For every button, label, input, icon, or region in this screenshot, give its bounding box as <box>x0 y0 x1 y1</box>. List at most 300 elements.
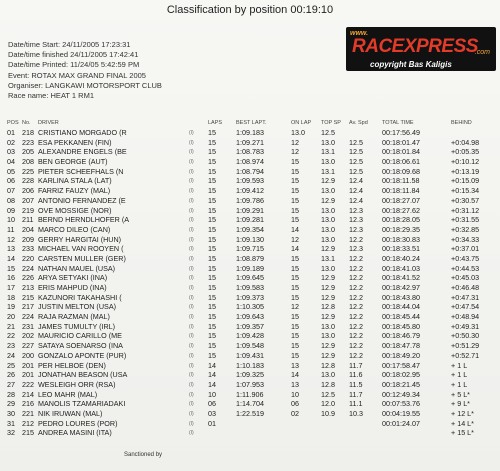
row-pos: 07 <box>7 186 15 196</box>
table-row <box>0 167 500 177</box>
row-pos: 11 <box>7 224 15 234</box>
row-number: 208 <box>22 157 34 167</box>
row-number: 233 <box>22 244 34 254</box>
row-number: 212 <box>22 418 34 428</box>
row-number: 200 <box>22 350 34 360</box>
row-marker: (I) <box>189 255 194 262</box>
row-number: 220 <box>22 253 34 263</box>
row-laps: 15 <box>208 128 216 137</box>
row-marker: (I) <box>189 294 194 301</box>
row-on-lap: 13 <box>291 379 299 389</box>
row-total-time: 00:18:41.03 <box>382 263 420 273</box>
row-laps: 15 <box>208 331 216 341</box>
row-on-lap: 12 <box>291 302 299 312</box>
row-pos: 25 <box>7 360 15 370</box>
row-number: 226 <box>22 273 34 283</box>
table-row <box>0 254 500 264</box>
row-number: 206 <box>22 186 34 196</box>
row-total-time: 00:18:27.07 <box>382 195 420 205</box>
row-driver: KAZUNORI TAKAHASHI ( <box>38 292 122 302</box>
row-marker: (I) <box>189 304 194 311</box>
row-pos: 10 <box>7 215 15 225</box>
row-avg-speed: 12.2 <box>349 302 363 312</box>
row-behind: +0:50.30 <box>451 331 480 341</box>
row-total-time: 00:18:27.62 <box>382 205 420 215</box>
row-top-speed: 13.0 <box>321 224 335 234</box>
row-avg-speed: 12.3 <box>349 224 363 234</box>
row-total-time: 00:12:49.34 <box>382 389 420 399</box>
row-marker: (I) <box>189 159 194 166</box>
row-laps: 06 <box>208 399 216 409</box>
col-top-speed: TOP SP <box>321 120 341 126</box>
row-avg-speed: 12.2 <box>349 350 363 360</box>
row-pos: 01 <box>7 128 15 137</box>
row-behind: + 9 L* <box>451 399 470 409</box>
row-laps: 15 <box>208 253 216 263</box>
row-laps: 15 <box>208 176 216 186</box>
row-total-time: 00:18:11.58 <box>382 176 420 186</box>
row-avg-speed: 12.2 <box>349 341 363 351</box>
row-on-lap: 15 <box>291 331 299 341</box>
col-driver: DRIVER <box>38 120 59 126</box>
row-total-time: 00:18:40.24 <box>382 253 420 263</box>
row-on-lap: 06 <box>291 399 299 409</box>
meta-printed: Date/time Printed: 11/24/05 5:42:59 PM <box>8 60 140 70</box>
row-marker: (I) <box>189 207 194 214</box>
table-row <box>0 186 500 196</box>
table-row <box>0 244 500 254</box>
row-marker: (I) <box>189 178 194 185</box>
col-no: No. <box>22 120 31 126</box>
row-behind: + 1 L <box>451 360 468 370</box>
banner-brand: RACEXPRESS <box>352 36 478 57</box>
table-row <box>0 128 500 138</box>
table-row <box>0 235 500 245</box>
row-marker: (I) <box>189 401 194 408</box>
row-pos: 17 <box>7 283 15 292</box>
row-laps: 15 <box>208 157 216 167</box>
row-driver: ANTONIO FERNANDEZ (E <box>38 195 126 205</box>
row-number: 201 <box>22 370 34 380</box>
row-total-time: 00:17:58.47 <box>382 360 420 370</box>
row-marker: (I) <box>189 420 194 427</box>
row-laps: 01 <box>208 418 216 428</box>
row-pos: 27 <box>7 379 15 389</box>
row-driver: ALEXANDRE ENGELS (BE <box>38 147 127 157</box>
row-total-time: 00:18:33.51 <box>382 244 420 254</box>
row-total-time: 00:18:43.80 <box>382 292 420 302</box>
row-total-time: 00:18:01.47 <box>382 137 420 147</box>
row-behind: +0:32.85 <box>451 224 480 234</box>
row-on-lap: 15 <box>291 292 299 302</box>
row-laps: 14 <box>208 379 216 389</box>
row-driver: GERRY HARGITAI (HUN) <box>38 234 122 244</box>
row-pos: 31 <box>7 418 15 428</box>
row-pos: 18 <box>7 292 15 302</box>
row-laps: 15 <box>208 234 216 244</box>
row-pos: 32 <box>7 428 15 438</box>
footer-sponsors <box>0 452 500 471</box>
row-laps: 10 <box>208 389 216 399</box>
row-total-time: 00:18:09.68 <box>382 166 420 176</box>
racexpress-watermark <box>346 27 496 71</box>
row-behind: +0:47.31 <box>451 292 480 302</box>
row-top-speed: 12.9 <box>321 350 335 360</box>
row-on-lap: 14 <box>291 224 299 234</box>
row-number: 217 <box>22 302 34 312</box>
row-avg-speed: 12.5 <box>349 157 363 167</box>
row-driver: BEN GEORGE (AUT) <box>38 157 108 167</box>
row-top-speed: 12.9 <box>321 176 335 186</box>
row-pos: 30 <box>7 408 15 418</box>
row-number: 202 <box>22 331 34 341</box>
row-marker: (I) <box>189 217 194 224</box>
row-best-lap: 1:09.428 <box>236 331 264 341</box>
row-total-time: 00:17:56.49 <box>382 128 420 137</box>
row-best-lap: 1:09.291 <box>236 205 264 215</box>
row-total-time: 00:04:19.55 <box>382 408 420 418</box>
row-behind: +0:04.98 <box>451 137 480 147</box>
row-behind: +0:52.71 <box>451 350 480 360</box>
table-row <box>0 176 500 186</box>
row-best-lap: 1:09.593 <box>236 176 264 186</box>
table-row <box>0 380 500 390</box>
row-driver: MAURICIO CARILLO (ME <box>38 331 122 341</box>
row-total-time: 00:07:53.76 <box>382 399 420 409</box>
table-row <box>0 370 500 380</box>
row-top-speed: 13.0 <box>321 321 335 331</box>
row-pos: 16 <box>7 273 15 283</box>
row-behind: +0:30.57 <box>451 195 480 205</box>
row-top-speed: 12.8 <box>321 302 335 312</box>
row-driver: CRISTIANO MORGADO (R <box>38 128 127 137</box>
row-laps: 15 <box>208 302 216 312</box>
row-total-time: 00:18:45.44 <box>382 312 420 322</box>
row-behind: +0:44.53 <box>451 263 480 273</box>
row-top-speed: 12.9 <box>321 283 335 292</box>
row-avg-speed: 12.3 <box>349 205 363 215</box>
row-marker: (I) <box>189 381 194 388</box>
table-header <box>0 118 500 128</box>
row-avg-speed: 12.4 <box>349 186 363 196</box>
row-total-time: 00:18:42.97 <box>382 283 420 292</box>
row-best-lap: 1:09.412 <box>236 186 264 196</box>
table-row <box>0 264 500 274</box>
row-driver: GONZALO APONTE (PUR) <box>38 350 127 360</box>
row-driver: CARSTEN MULLER (GER) <box>38 253 126 263</box>
row-laps: 15 <box>208 263 216 273</box>
row-laps: 15 <box>208 321 216 331</box>
row-marker: (I) <box>189 362 194 369</box>
row-pos: 13 <box>7 244 15 254</box>
row-marker: (I) <box>189 168 194 175</box>
row-top-speed: 12.5 <box>321 389 335 399</box>
row-avg-speed: 11.6 <box>349 370 363 380</box>
row-top-speed: 12.5 <box>321 128 335 137</box>
row-marker: (I) <box>189 139 194 146</box>
row-marker: (I) <box>189 130 194 136</box>
row-driver: ERIS MAHPUD (INA) <box>38 283 107 292</box>
row-on-lap: 12 <box>291 234 299 244</box>
results-table <box>0 128 500 438</box>
row-best-lap: 1:09.281 <box>236 215 264 225</box>
row-laps: 15 <box>208 186 216 196</box>
row-pos: 23 <box>7 341 15 351</box>
row-best-lap: 1:11.906 <box>236 389 264 399</box>
row-laps: 15 <box>208 273 216 283</box>
row-on-lap: 15 <box>291 312 299 322</box>
row-driver: KARLINA STALA (LAT) <box>38 176 112 186</box>
row-top-speed: 13.0 <box>321 215 335 225</box>
row-avg-speed: 12.2 <box>349 234 363 244</box>
row-marker: (I) <box>189 226 194 233</box>
row-laps: 03 <box>208 408 216 418</box>
row-on-lap: 15 <box>291 176 299 186</box>
row-top-speed: 12.9 <box>321 273 335 283</box>
row-top-speed: 13.0 <box>321 186 335 196</box>
row-best-lap: 1:09.130 <box>236 234 264 244</box>
row-on-lap: 15 <box>291 273 299 283</box>
row-top-speed: 13.1 <box>321 253 335 263</box>
row-on-lap: 15 <box>291 253 299 263</box>
col-on-lap: ON LAP <box>291 120 312 126</box>
meta-organiser: Organiser: LANGKAWI MOTORSPORT CLUB <box>8 80 162 90</box>
row-avg-speed: 12.5 <box>349 137 363 147</box>
row-driver: JAMES TUMULTY (IRL) <box>38 321 116 331</box>
row-avg-speed: 12.2 <box>349 253 363 263</box>
row-pos: 12 <box>7 234 15 244</box>
row-pos: 06 <box>7 176 15 186</box>
row-avg-speed: 12.3 <box>349 244 363 254</box>
row-total-time: 00:18:29.35 <box>382 224 420 234</box>
table-row <box>0 283 500 293</box>
row-top-speed: 13.0 <box>321 205 335 215</box>
table-row <box>0 428 500 438</box>
row-total-time: 00:01:24.07 <box>382 418 420 428</box>
row-on-lap: 15 <box>291 195 299 205</box>
row-number: 214 <box>22 389 34 399</box>
row-on-lap: 15 <box>291 341 299 351</box>
row-top-speed: 12.9 <box>321 341 335 351</box>
row-laps: 14 <box>208 370 216 380</box>
row-top-speed: 12.9 <box>321 312 335 322</box>
table-row <box>0 147 500 157</box>
row-best-lap: 1:09.357 <box>236 321 264 331</box>
row-avg-speed: 12.2 <box>349 283 363 292</box>
row-top-speed: 13.1 <box>321 166 335 176</box>
row-pos: 14 <box>7 253 15 263</box>
row-number: 216 <box>22 399 34 409</box>
row-marker: (I) <box>189 391 194 398</box>
row-avg-speed: 12.4 <box>349 195 363 205</box>
row-on-lap: 12 <box>291 147 299 157</box>
row-laps: 15 <box>208 166 216 176</box>
col-total-time: TOTAL TIME <box>382 120 414 126</box>
table-row <box>0 399 500 409</box>
row-best-lap: 1:09.373 <box>236 292 264 302</box>
row-top-speed: 12.0 <box>321 399 335 409</box>
row-marker: (I) <box>189 285 194 291</box>
row-top-speed: 12.9 <box>321 292 335 302</box>
row-marker: (I) <box>189 314 194 321</box>
row-best-lap: 1:09.548 <box>236 341 264 351</box>
row-pos: 02 <box>7 137 15 147</box>
row-on-lap: 12 <box>291 137 299 147</box>
table-row <box>0 419 500 429</box>
row-behind: +0:13.19 <box>451 166 480 176</box>
row-behind: +0:48.94 <box>451 312 480 322</box>
row-on-lap: 10 <box>291 389 299 399</box>
row-number: 207 <box>22 195 34 205</box>
row-on-lap: 15 <box>291 283 299 292</box>
row-on-lap: 15 <box>291 166 299 176</box>
row-best-lap: 1:08.974 <box>236 157 264 167</box>
row-marker: (I) <box>189 236 194 243</box>
row-total-time: 00:18:06.61 <box>382 157 420 167</box>
row-behind: +0:15.09 <box>451 176 480 186</box>
row-number: 215 <box>22 428 34 438</box>
row-on-lap: 15 <box>291 350 299 360</box>
row-pos: 21 <box>7 321 15 331</box>
col-pos: POS <box>7 120 19 126</box>
row-best-lap: 1:09.715 <box>236 244 264 254</box>
row-on-lap: 02 <box>291 408 299 418</box>
row-laps: 15 <box>208 147 216 157</box>
table-row <box>0 341 500 351</box>
row-total-time: 00:18:02.95 <box>382 370 420 380</box>
row-marker: (I) <box>189 323 194 330</box>
table-row <box>0 157 500 167</box>
row-best-lap: 1:08.783 <box>236 147 264 157</box>
row-total-time: 00:18:49.20 <box>382 350 420 360</box>
row-total-time: 00:18:45.80 <box>382 321 420 331</box>
row-number: 227 <box>22 341 34 351</box>
row-pos: 08 <box>7 195 15 205</box>
row-marker: (I) <box>189 275 194 282</box>
row-best-lap: 1:10.305 <box>236 302 264 312</box>
row-avg-speed: 11.1 <box>349 399 363 409</box>
row-number: 223 <box>22 137 34 147</box>
row-top-speed: 13.0 <box>321 137 335 147</box>
row-avg-speed: 12.2 <box>349 312 363 322</box>
row-top-speed: 12.8 <box>321 360 335 370</box>
row-behind: + 1 L <box>451 370 468 380</box>
table-row <box>0 390 500 400</box>
row-best-lap: 1:09.786 <box>236 195 264 205</box>
row-total-time: 00:18:11.84 <box>382 186 420 196</box>
meta-race-name: Race name: HEAT 1 RM1 <box>8 91 95 101</box>
row-number: 224 <box>22 263 34 273</box>
row-best-lap: 1:09.189 <box>236 263 264 273</box>
col-best-lap: BEST LAPT. <box>236 120 267 126</box>
table-row <box>0 322 500 332</box>
row-driver: SATAYA SOENARSO (INA <box>38 341 123 351</box>
row-driver: ARYA SETYAKI (INA) <box>38 273 108 283</box>
row-top-speed: 13.1 <box>321 147 335 157</box>
col-behind: BEHIND <box>451 120 472 126</box>
row-top-speed: 12.9 <box>321 244 335 254</box>
row-behind: + 14 L* <box>451 418 474 428</box>
row-pos: 22 <box>7 331 15 341</box>
row-behind: +0:46.48 <box>451 283 480 292</box>
table-row <box>0 409 500 419</box>
row-behind: +0:45.03 <box>451 273 480 283</box>
row-laps: 15 <box>208 283 216 292</box>
row-total-time: 00:18:01.84 <box>382 147 420 157</box>
sanctioned-label: Sanctioned by <box>124 452 163 458</box>
table-row <box>0 293 500 303</box>
row-driver: ANDREA MASINI (ITA) <box>38 428 112 438</box>
col-avg-speed: Av. Spd <box>349 120 368 126</box>
row-total-time: 00:18:21.45 <box>382 379 420 389</box>
row-best-lap: 1:09.431 <box>236 350 264 360</box>
row-best-lap: 1:09.183 <box>236 128 264 137</box>
row-driver: WESLEIGH ORR (RSA) <box>38 379 116 389</box>
row-top-speed: 13.0 <box>321 234 335 244</box>
row-avg-speed: 12.2 <box>349 263 363 273</box>
row-best-lap: 1:07.953 <box>236 379 264 389</box>
row-driver: BERND HERNDLHOFER (A <box>38 215 130 225</box>
row-avg-speed: 12.2 <box>349 292 363 302</box>
row-best-lap: 1:09.354 <box>236 224 264 234</box>
row-marker: (I) <box>189 246 194 253</box>
row-pos: 20 <box>7 312 15 322</box>
row-number: 204 <box>22 224 34 234</box>
row-avg-speed: 12.2 <box>349 331 363 341</box>
banner-credit: copyright Bas Kaligis <box>370 60 452 69</box>
row-total-time: 00:18:30.83 <box>382 234 420 244</box>
row-driver: NIK IRUWAN (MAL) <box>38 408 103 418</box>
row-behind: +0:43.75 <box>451 253 480 263</box>
row-laps: 15 <box>208 195 216 205</box>
row-number: 201 <box>22 360 34 370</box>
row-on-lap: 15 <box>291 215 299 225</box>
row-behind: +0:31.12 <box>451 205 480 215</box>
row-laps: 15 <box>208 137 216 147</box>
row-marker: (I) <box>189 430 194 437</box>
row-behind: +0:34.33 <box>451 234 480 244</box>
row-laps: 15 <box>208 224 216 234</box>
row-best-lap: 1:09.325 <box>236 370 264 380</box>
row-avg-speed: 12.2 <box>349 273 363 283</box>
row-driver: OVE MOSSIGE (NOR) <box>38 205 112 215</box>
row-on-lap: 14 <box>291 370 299 380</box>
row-best-lap: 1:09.271 <box>236 137 264 147</box>
row-number: 219 <box>22 205 34 215</box>
row-driver: RAJA RAZMAN (MAL) <box>38 312 110 322</box>
row-behind: +0:05.35 <box>451 147 480 157</box>
row-avg-speed: 11.7 <box>349 389 363 399</box>
row-number: 211 <box>22 215 34 225</box>
table-row <box>0 331 500 341</box>
row-driver: JONATHAN BEASON (USA <box>38 370 128 380</box>
row-number: 231 <box>22 321 34 331</box>
row-top-speed: 13.0 <box>321 263 335 273</box>
table-row <box>0 196 500 206</box>
table-row <box>0 302 500 312</box>
row-total-time: 00:18:41.52 <box>382 273 420 283</box>
banner-url: www. <box>350 30 369 37</box>
row-behind: +0:47.54 <box>451 302 480 312</box>
row-pos: 09 <box>7 205 15 215</box>
row-behind: + 5 L* <box>451 389 470 399</box>
row-pos: 05 <box>7 166 15 176</box>
col-laps: LAPS <box>208 120 223 126</box>
row-driver: MARCO DILEO (CAN) <box>38 224 111 234</box>
row-behind: +0:15.34 <box>451 186 480 196</box>
meta-event: Event: ROTAX MAX GRAND FINAL 2005 <box>8 70 146 80</box>
row-number: 224 <box>22 312 34 322</box>
